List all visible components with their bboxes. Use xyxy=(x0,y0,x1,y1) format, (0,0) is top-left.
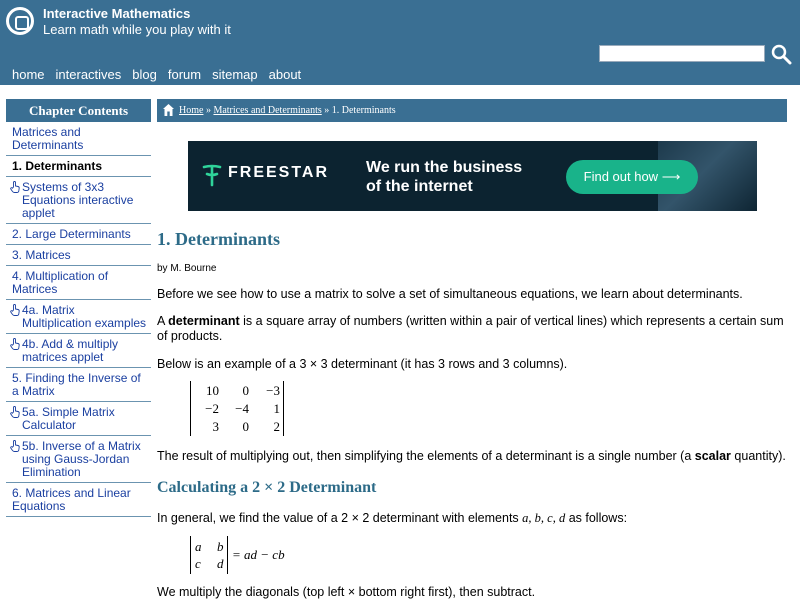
home-icon[interactable] xyxy=(163,104,174,116)
sidebar-item-label: 5. Finding the Inverse of a Matrix xyxy=(12,371,141,398)
sidebar-item[interactable] xyxy=(6,334,151,368)
sidebar-item-label: 3. Matrices xyxy=(12,248,71,262)
breadcrumb-separator: » xyxy=(321,105,332,116)
matrix-cell: b xyxy=(217,539,224,554)
result-paragraph: The result of multiplying out, then simplifying the elements of a determinant is a single number (a scalar quantity). xyxy=(157,449,786,463)
determinant-3x3 xyxy=(190,381,284,436)
sidebar-item-label: Systems of 3x3 Equations interactive applet xyxy=(22,180,134,220)
sidebar-item-label: 2. Large Determinants xyxy=(12,227,131,241)
sidebar-item[interactable] xyxy=(6,156,151,177)
method-paragraph: We multiply the diagonals (top left × bottom right first), then subtract. xyxy=(157,585,536,599)
ad-cta-label: Find out how xyxy=(583,169,659,184)
intro-paragraph: Before we see how to use a matrix to solve a set of simultaneous equations, we learn about determinants. xyxy=(157,287,743,301)
definition-paragraph: A determinant is a square array of numbers (written within a pair of vertical lines) which represents a certain sum of products. xyxy=(157,314,784,343)
term-determinant: determinant xyxy=(168,314,240,328)
matrix-cell: 10 xyxy=(206,383,219,398)
nav-blog[interactable]: blog xyxy=(132,67,157,82)
breadcrumb-section-link[interactable]: Matrices and Determinants xyxy=(213,105,322,116)
example-paragraph: Below is an example of a 3 × 3 determinant (it has 3 rows and 3 columns). xyxy=(157,357,568,371)
general-paragraph: In general, we find the value of a 2 × 2 determinant with elements a, b, c, d as follows: xyxy=(157,511,628,525)
sidebar-item[interactable] xyxy=(6,245,151,266)
matrix-cell: −3 xyxy=(266,383,280,398)
sidebar-item[interactable] xyxy=(6,266,151,300)
matrix-cell: a xyxy=(195,539,202,554)
sidebar-item-label: 4b. Add & multiply matrices applet xyxy=(22,337,119,364)
matrix-cell: 2 xyxy=(273,419,280,434)
breadcrumb-current: 1. Determinants xyxy=(331,105,396,116)
math-elements: a, b, c, d xyxy=(522,511,566,525)
sidebar-item[interactable] xyxy=(6,122,151,156)
hand-pointer-icon xyxy=(10,338,20,350)
top-navigation xyxy=(12,67,301,82)
sidebar xyxy=(6,99,151,517)
sidebar-item[interactable] xyxy=(6,402,151,436)
nav-interactives[interactable]: interactives xyxy=(55,67,122,82)
search-input[interactable] xyxy=(599,45,765,62)
sidebar-item-label: 6. Matrices and Linear Equations xyxy=(12,486,131,513)
sidebar-item[interactable] xyxy=(6,300,151,334)
ad-headline-2: of the internet xyxy=(366,178,473,195)
ad-brand: FREESTAR xyxy=(228,164,330,181)
site-logo-icon[interactable] xyxy=(6,7,34,35)
sidebar-item[interactable] xyxy=(6,224,151,245)
site-title[interactable]: Interactive Mathematics xyxy=(43,6,191,21)
hand-pointer-icon xyxy=(10,304,20,316)
breadcrumb-separator: » xyxy=(203,105,214,116)
hand-pointer-icon xyxy=(10,406,20,418)
determinant-formula: = ad − cb xyxy=(232,547,285,562)
nav-home[interactable]: home xyxy=(12,67,45,82)
hand-pointer-icon xyxy=(10,181,20,193)
determinant-2x2 xyxy=(190,536,228,574)
site-tagline: Learn math while you play with it xyxy=(43,22,231,37)
nav-about[interactable]: about xyxy=(268,67,302,82)
sidebar-item[interactable] xyxy=(6,483,151,517)
ad-banner[interactable] xyxy=(188,141,757,211)
nav-forum[interactable]: forum xyxy=(167,67,202,82)
breadcrumb-home-link[interactable]: Home xyxy=(179,105,204,116)
matrix-cell: −4 xyxy=(235,401,249,416)
sidebar-item[interactable] xyxy=(6,177,151,224)
sidebar-item-label: 1. Determinants xyxy=(12,159,103,173)
site-header xyxy=(0,0,800,85)
search-icon[interactable] xyxy=(770,43,794,65)
sidebar-list xyxy=(6,122,151,517)
sidebar-item-label: 5b. Inverse of a Matrix using Gauss-Jordan Elimination xyxy=(22,439,141,479)
sidebar-item[interactable] xyxy=(6,368,151,402)
sidebar-item[interactable] xyxy=(6,436,151,483)
freestar-logo-icon xyxy=(202,163,222,187)
arrow-right-icon: ⟶ xyxy=(661,169,681,184)
term-scalar: scalar xyxy=(694,449,731,463)
nav-sitemap[interactable]: sitemap xyxy=(212,67,258,82)
hand-pointer-icon xyxy=(10,440,20,452)
page-title: 1. Determinants xyxy=(157,229,280,249)
matrix-cell: 0 xyxy=(242,383,249,398)
breadcrumb xyxy=(157,99,787,122)
matrix-cell: 0 xyxy=(242,419,249,434)
ad-cta-button[interactable] xyxy=(566,160,698,194)
sidebar-item-label: 4. Multiplication of Matrices xyxy=(12,269,109,296)
section-heading: Calculating a 2 × 2 Determinant xyxy=(157,479,377,496)
sidebar-item-label: Matrices and Determinants xyxy=(12,125,84,152)
matrix-cell: 3 xyxy=(212,419,219,434)
matrix-cell: 1 xyxy=(273,401,280,416)
sidebar-item-label: 5a. Simple Matrix Calculator xyxy=(22,405,115,432)
ad-headline: We run the business xyxy=(366,159,523,176)
matrix-cell: c xyxy=(195,556,201,571)
byline: by M. Bourne xyxy=(157,263,217,274)
matrix-cell: −2 xyxy=(205,401,219,416)
sidebar-item-label: 4a. Matrix Multiplication examples xyxy=(22,303,147,330)
matrix-cell: d xyxy=(217,556,224,571)
sidebar-heading: Chapter Contents xyxy=(6,99,151,122)
